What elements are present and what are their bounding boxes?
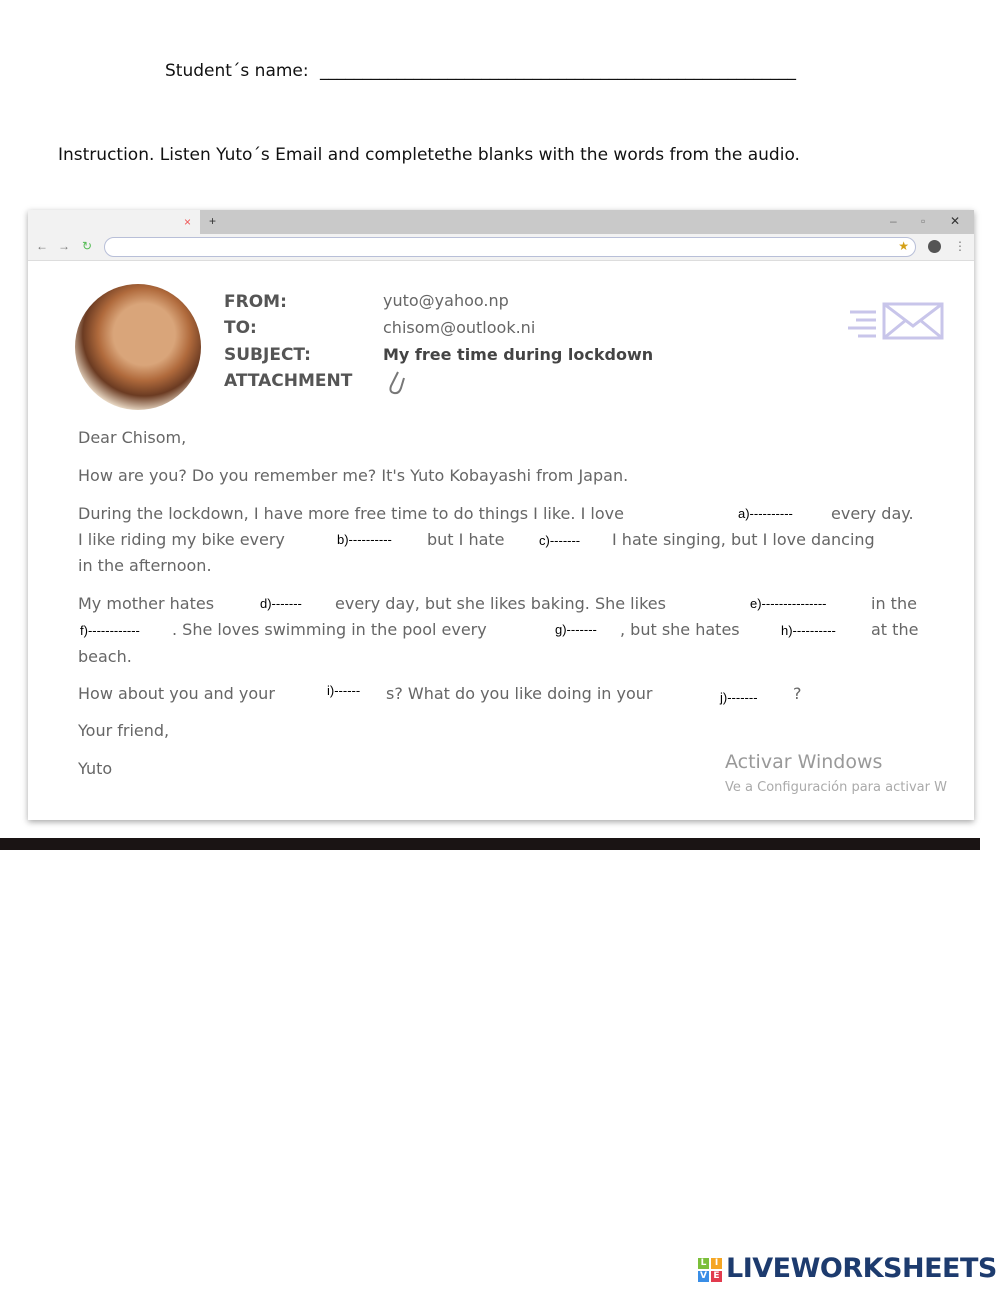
body-text: My mother hates (78, 594, 215, 613)
liveworksheets-logo-text: LIVEWORKSHEETS (726, 1253, 997, 1284)
address-bar (104, 237, 916, 257)
body-text: every day. (831, 504, 914, 523)
from-value: yuto@yahoo.np (383, 291, 509, 310)
envelope-icon (846, 302, 944, 342)
paperclip-icon (386, 368, 406, 396)
browser-tab (28, 210, 200, 234)
body-text: but I hate (427, 530, 505, 549)
body-text: , but she hates (620, 620, 740, 639)
signature: Yuto (78, 759, 113, 778)
instruction-text: Instruction. Listen Yuto´s Email and completethe blanks with the words from the audio. (58, 145, 800, 165)
body-text: beach. (78, 647, 132, 666)
to-label: TO: (224, 318, 257, 338)
body-text: in the afternoon. (78, 556, 212, 575)
back-icon: ← (36, 239, 48, 253)
activation-watermark-subtitle: Ve a Configuración para activar W (725, 780, 947, 795)
address-row (28, 234, 974, 261)
reload-icon: ↻ (82, 239, 93, 253)
closing: Your friend, (78, 721, 170, 740)
blank-h[interactable]: h)---------- (781, 623, 836, 638)
body-text: in the (871, 594, 917, 613)
student-name-label: Student´s name: (165, 61, 309, 81)
blank-g[interactable]: g)------- (555, 622, 597, 637)
to-value: chisom@outlook.ni (383, 318, 536, 337)
new-tab-icon: + (209, 214, 217, 228)
liveworksheets-logo-icon (698, 1258, 724, 1284)
body-text: at the (871, 620, 919, 639)
logo-letter: E (711, 1271, 722, 1282)
blank-f[interactable]: f)------------ (80, 623, 140, 638)
taskbar-strip (0, 838, 980, 850)
logo-letter: I (711, 1258, 722, 1269)
body-text: . She loves swimming in the pool every (172, 620, 487, 639)
blank-i[interactable]: i)------ (327, 683, 361, 698)
email-screenshot (28, 210, 974, 820)
logo-letter: L (698, 1258, 709, 1269)
body-text: How about you and your (78, 684, 275, 703)
menu-icon: ⋮ (954, 239, 966, 253)
activation-watermark-title: Activar Windows (725, 751, 883, 773)
body-text: s? What do you like doing in your (386, 684, 653, 703)
star-icon: ★ (898, 239, 909, 253)
blank-c[interactable]: c)------- (539, 533, 581, 548)
browser-tab-bar (28, 210, 974, 234)
restore-icon: ▫ (921, 214, 926, 228)
blank-a[interactable]: a)---------- (738, 506, 793, 521)
profile-icon (928, 240, 941, 253)
subject-label: SUBJECT: (224, 345, 311, 365)
intro-line: How are you? Do you remember me? It's Yuto Kobayashi from Japan. (78, 466, 629, 485)
blank-b[interactable]: b)---------- (337, 532, 392, 547)
tab-close-icon: × (184, 215, 192, 229)
attachment-label: ATTACHMENT (224, 371, 353, 391)
body-text: I hate singing, but I love dancing (612, 530, 875, 549)
close-window-icon: ✕ (950, 214, 961, 228)
forward-icon: → (58, 239, 70, 253)
body-text: every day, but she likes baking. She likes (335, 594, 666, 613)
blank-d[interactable]: d)------- (260, 596, 302, 611)
greeting: Dear Chisom, (78, 428, 187, 447)
logo-letter: V (698, 1271, 709, 1282)
blank-j[interactable]: j)------- (720, 690, 758, 705)
body-text: I like riding my bike every (78, 530, 285, 549)
sender-avatar (75, 284, 201, 410)
subject-value: My free time during lockdown (383, 345, 654, 364)
minimize-icon: – (890, 214, 897, 228)
body-text: During the lockdown, I have more free time to do things I like. I love (78, 504, 624, 523)
student-name-field[interactable]: ________________________________________________________ (320, 61, 796, 81)
blank-e[interactable]: e)--------------- (750, 596, 827, 611)
body-text: ? (793, 684, 802, 703)
from-label: FROM: (224, 292, 287, 312)
